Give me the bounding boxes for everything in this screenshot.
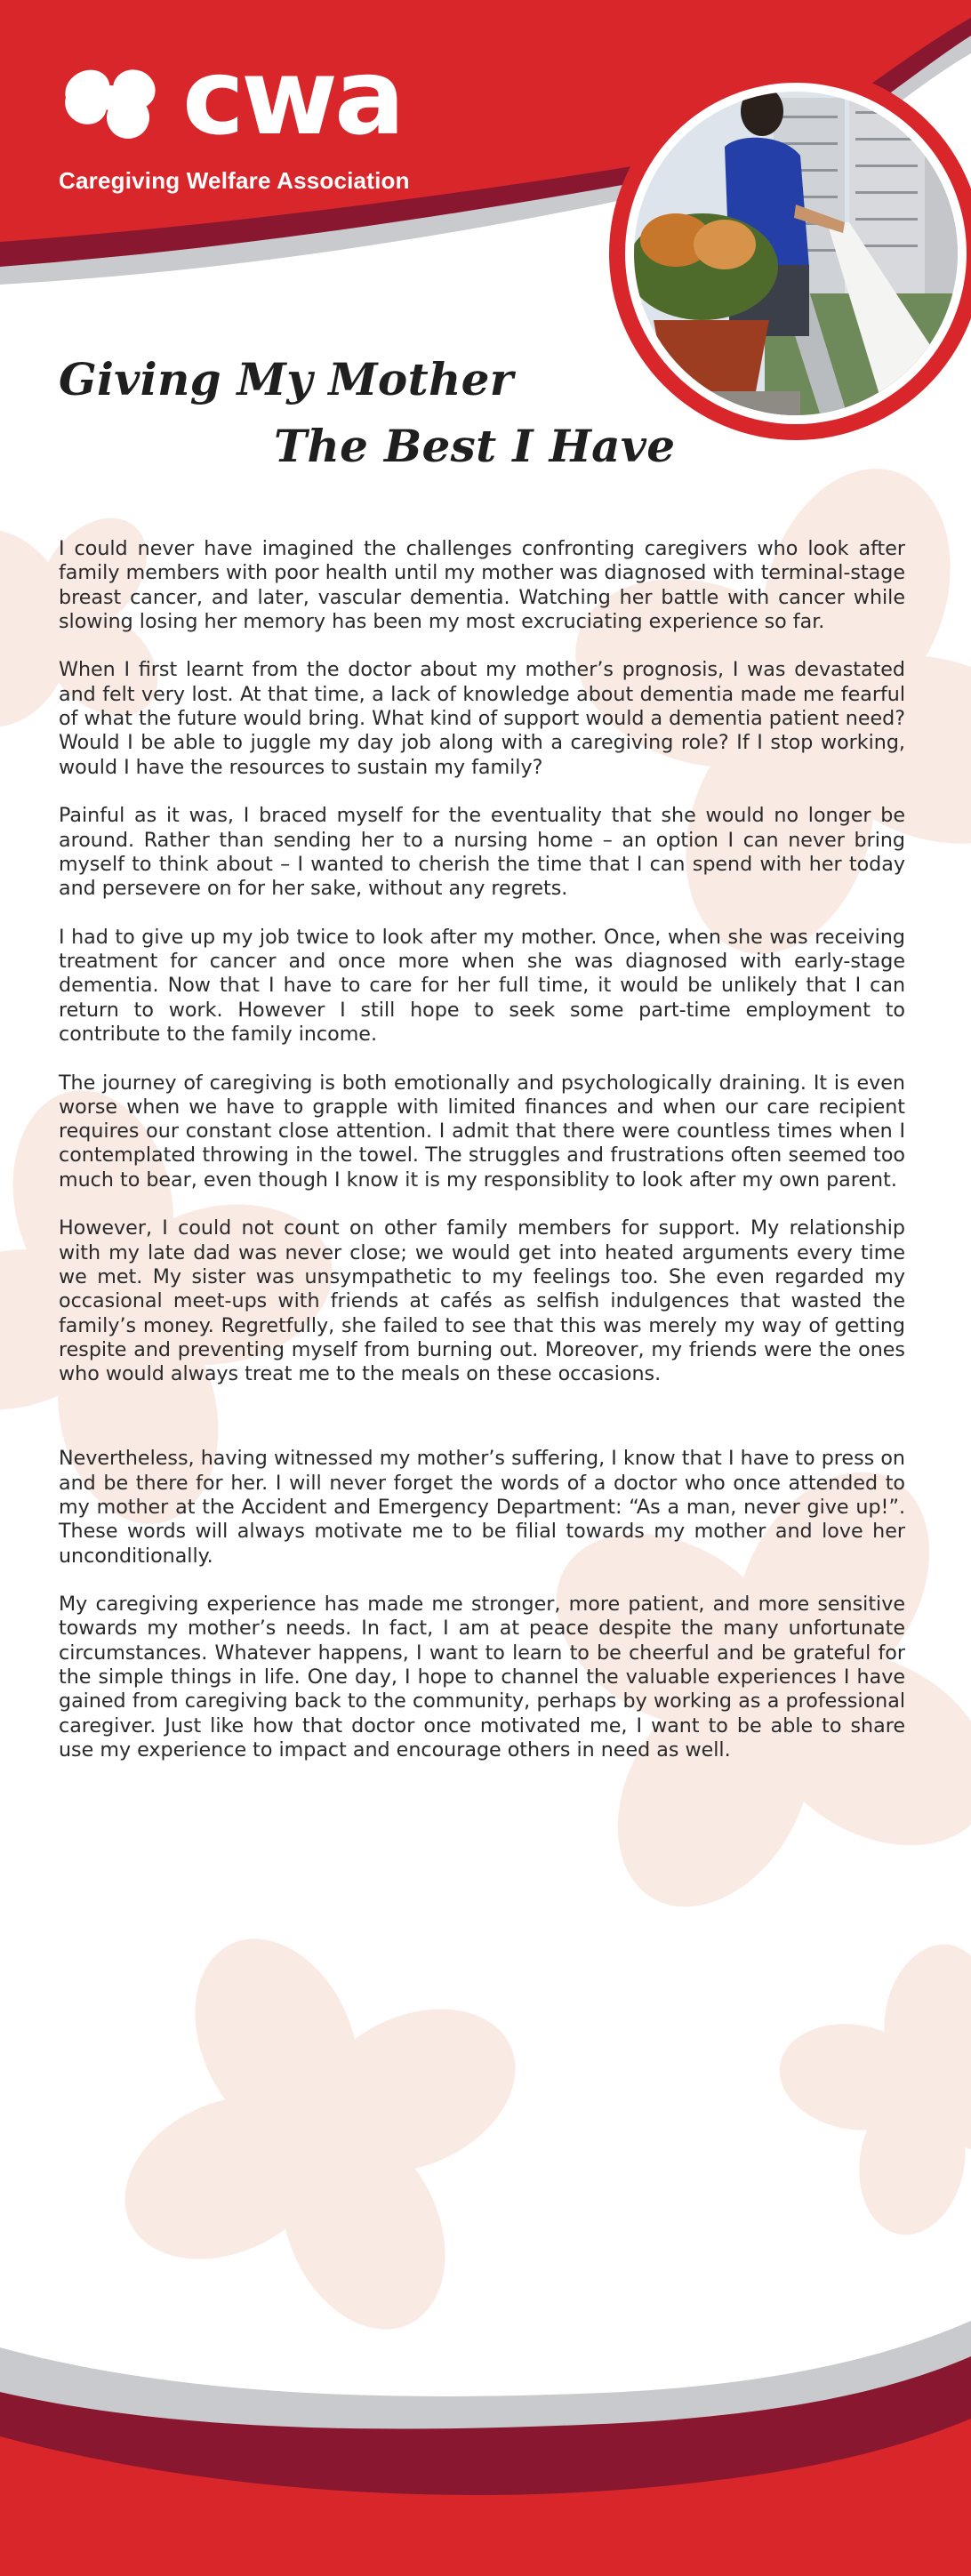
paragraph-1: I could never have imagined the challenges confronting caregivers who look after family members with poor health until my mother was diagnosed with terminal-stage breast cancer, and later, vascular dementia. Watching her battle with cancer while slowing losing her memory has been my most excruciating experience so far. <box>59 537 905 633</box>
paragraph-3: Painful as it was, I braced myself for the eventuality that she would no longer be around. Rather than sending her to a nursing home – an option I can never bring myself to think about – I wanted to cherish the time that I can spend with her today and persevere on for her sake, without any regrets. <box>59 804 905 901</box>
photo-frame <box>609 67 971 445</box>
paragraph-7: Nevertheless, having witnessed my mother’s suffering, I know that I have to press on and be there for her. I will never forget the words of a doctor who once attended to my mother at the Accident and Emergency Department: “As a man, never give up!”. These words will always motivate me to be filial towards my mother and love her unconditionally. <box>59 1447 905 1568</box>
article-body <box>59 537 905 1787</box>
article-title-line-2: The Best I Have <box>274 420 676 472</box>
article-title-line-1: Giving My Mother <box>59 353 514 405</box>
paragraph-6: However, I could not count on other family members for support. My relationship with my late dad was never close; we would get into heated arguments every time we met. My sister was unsympathetic to my feelings too. She even regarded my occasional meet-ups with friends at cafés as selfish indulgences that wasted the family’s money. Regretfully, she failed to see that this was merely my way of getting respite and preventing myself from burning out. Moreover, my friends were the ones who would always treat me to the meals on these occasions. <box>59 1216 905 1386</box>
paragraph-8: My caregiving experience has made me stronger, more patient, and more sensitive towards my mother’s needs. In fact, I am at peace despite the many unfortunate circumstances. Whatever happens, I want to learn to be cheerful and be grateful for the simple things in life. One day, I hope to channel the valuable experiences I have gained from caregiving back to the community, perhaps by working as a professional caregiver. Just like how that doctor once motivated me, I want to be able to share use my experience to impact and encourage others in need as well. <box>59 1593 905 1761</box>
paragraph-5: The journey of caregiving is both emotionally and psychologically draining. It is even worse when we have to grapple with limited finances and when our care recipient requires our constant close attention. I admit that there were countless times when I contemplated throwing in the towel. The struggles and frustrations often seemed too much to bear, even though I know it is my responsiblity to look after my own parent. <box>59 1071 905 1192</box>
footer-banner <box>0 2321 971 2576</box>
cwa-logo-wordmark: cwa <box>182 36 402 158</box>
org-name: Caregiving Welfare Association <box>59 167 410 194</box>
paragraph-4: I had to give up my job twice to look after my mother. Once, when she was receiving treatment for cancer and once more when she was diagnosed with early-stage dementia. Now that I have to care for her full time, it would be unlikely that I can return to work. However I still hope to seek some part-time employment to contribute to the family income. <box>59 925 905 1046</box>
paragraph-2: When I first learnt from the doctor about my mother’s prognosis, I was devastated and felt very lost. At that time, a lack of knowledge about dementia made me fearful of what the future would bring. What kind of support would a dementia patient need? Would I be able to juggle my day job along with a caregiving role? If I stop working, would I have the resources to sustain my family? <box>59 658 905 779</box>
